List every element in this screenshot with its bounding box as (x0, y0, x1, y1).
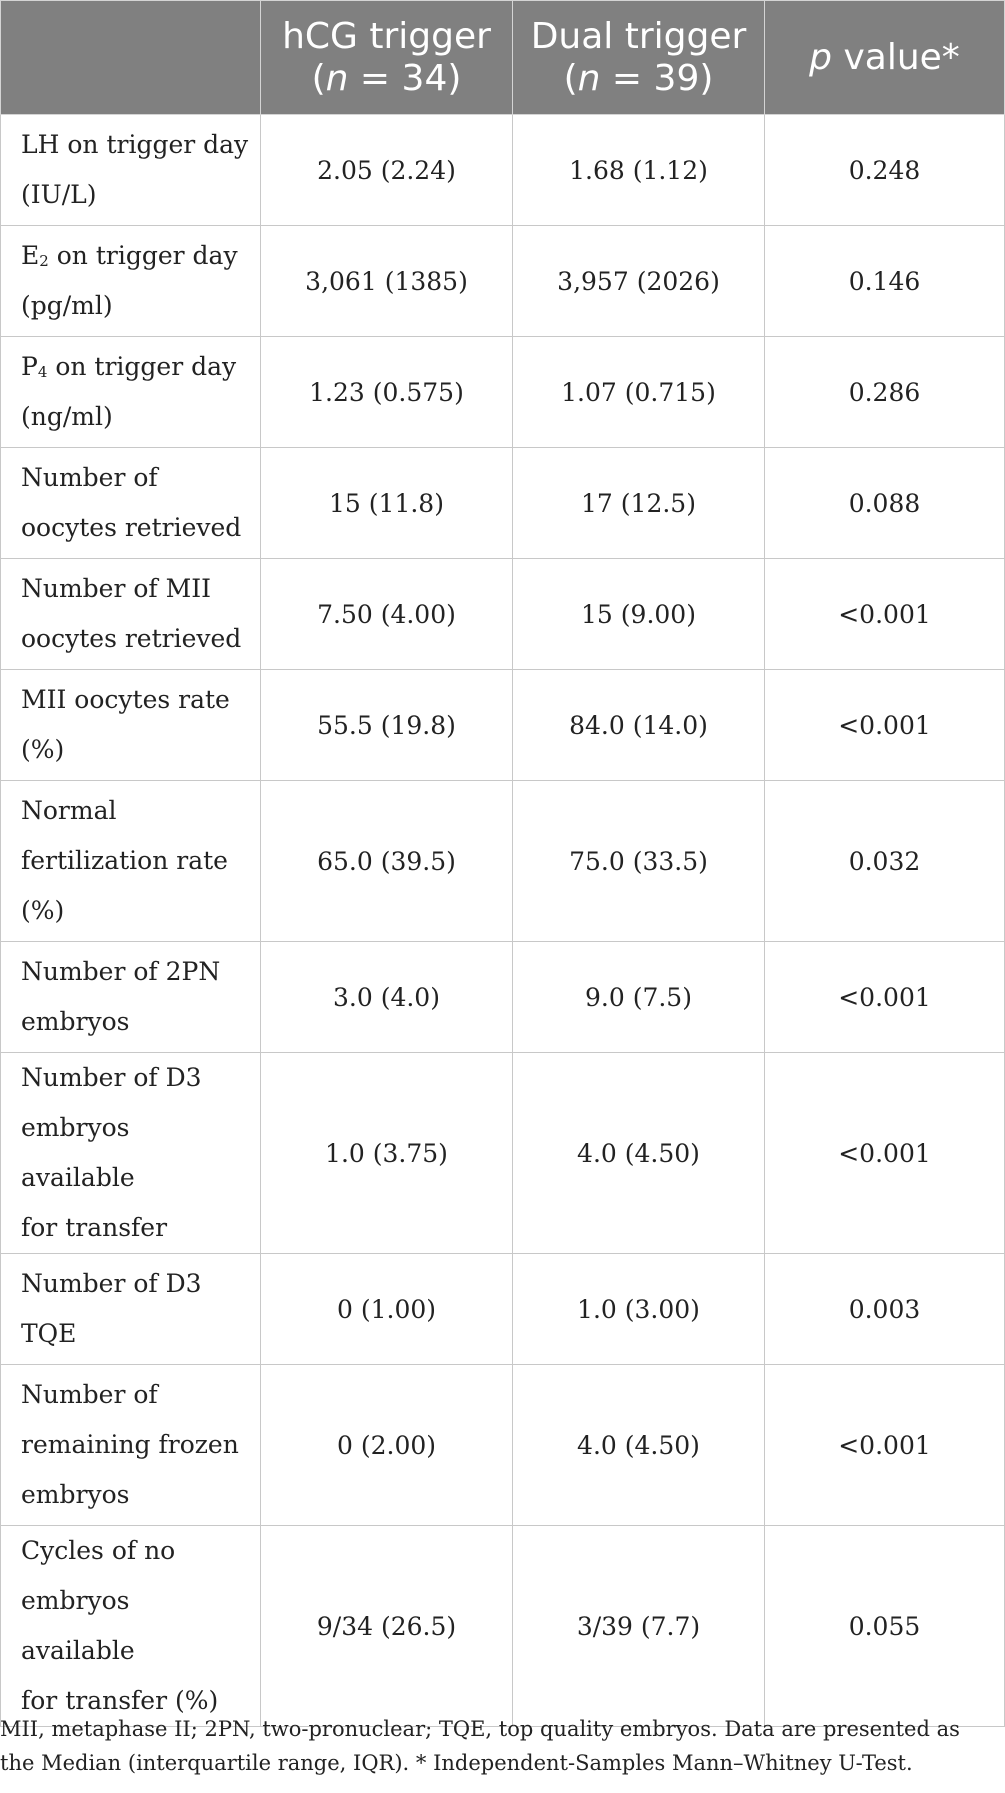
label-line: oocytes retrieved (21, 513, 242, 542)
p-value: 0.286 (765, 337, 1005, 448)
label-line: embryos available (21, 1113, 135, 1192)
dual-value: 75.0 (33.5) (513, 781, 765, 942)
label-line: fertilization rate (21, 846, 228, 875)
header-hcg-trigger (261, 1, 513, 115)
p-value: 0.088 (765, 448, 1005, 559)
header-dual-n-open: ( (563, 57, 578, 99)
table-row (1, 1365, 1005, 1526)
dual-value: 3/39 (7.7) (513, 1526, 765, 1727)
hcg-value: 65.0 (39.5) (261, 781, 513, 942)
label-line: Number of (21, 1380, 158, 1409)
table-row (1, 559, 1005, 670)
dual-value: 15 (9.00) (513, 559, 765, 670)
label-line: remaining frozen (21, 1430, 239, 1459)
label-line: Normal (21, 796, 117, 825)
label-line: embryos available (21, 1586, 135, 1665)
footnote-line: the Median (interquartile range, IQR). * Independent-Samples Mann–Whitney U-Test. (0, 1751, 913, 1775)
dual-value: 1.68 (1.12) (513, 115, 765, 226)
header-p-value (765, 1, 1005, 115)
hcg-value: 0 (2.00) (261, 1365, 513, 1526)
header-dual-n-rest: = 39) (600, 57, 714, 99)
label-subscript: 4 (37, 363, 48, 381)
dual-value: 4.0 (4.50) (513, 1053, 765, 1254)
p-value: <0.001 (765, 559, 1005, 670)
label-symbol: E (21, 241, 40, 270)
p-value: <0.001 (765, 1365, 1005, 1526)
header-row (1, 1, 1005, 115)
label-line: embryos (21, 1480, 130, 1509)
row-label (1, 226, 261, 337)
row-label (1, 337, 261, 448)
label-line: LH on trigger day (21, 130, 249, 159)
label-line: (%) (21, 896, 65, 925)
table-row (1, 448, 1005, 559)
table-footnote (0, 1712, 1000, 1780)
label-line: Cycles of no (21, 1536, 176, 1565)
header-dual-n-var: n (577, 57, 601, 99)
hcg-value: 3,061 (1385) (261, 226, 513, 337)
row-label (1, 942, 261, 1053)
p-value: 0.003 (765, 1254, 1005, 1365)
label-line: embryos (21, 1007, 130, 1036)
dual-value: 9.0 (7.5) (513, 942, 765, 1053)
row-label (1, 559, 261, 670)
row-label (1, 448, 261, 559)
hcg-value: 0 (1.00) (261, 1254, 513, 1365)
p-value: 0.055 (765, 1526, 1005, 1727)
table-row (1, 1254, 1005, 1365)
row-label (1, 781, 261, 942)
label-subscript: 2 (39, 252, 49, 270)
hcg-value: 55.5 (19.8) (261, 670, 513, 781)
row-label (1, 1526, 261, 1727)
row-label (1, 1365, 261, 1526)
dual-value: 84.0 (14.0) (513, 670, 765, 781)
label-line: for transfer (%) (21, 1686, 219, 1715)
table-row (1, 1053, 1005, 1254)
dual-value: 1.0 (3.00) (513, 1254, 765, 1365)
label-line: Number of 2PN (21, 957, 221, 986)
dual-value: 3,957 (2026) (513, 226, 765, 337)
header-hcg-n-open: ( (311, 57, 326, 99)
header-dual-trigger (513, 1, 765, 115)
row-label (1, 670, 261, 781)
dual-value: 4.0 (4.50) (513, 1365, 765, 1526)
footnote-line: MII, metaphase II; 2PN, two-pronuclear; TQE, top quality embryos. Data are presented as (0, 1717, 960, 1741)
p-value: 0.146 (765, 226, 1005, 337)
table-row (1, 781, 1005, 942)
p-value: <0.001 (765, 670, 1005, 781)
label-line: (%) (21, 735, 65, 764)
row-label (1, 1254, 261, 1365)
dual-value: 1.07 (0.715) (513, 337, 765, 448)
hcg-value: 7.50 (4.00) (261, 559, 513, 670)
p-value: 0.248 (765, 115, 1005, 226)
label-line: Number of D3 (21, 1269, 202, 1298)
label-line: for transfer (21, 1213, 168, 1242)
hcg-value: 2.05 (2.24) (261, 115, 513, 226)
label-line: Number of D3 (21, 1063, 202, 1092)
table-row (1, 115, 1005, 226)
header-p-rest: value* (832, 36, 960, 78)
label-line: (pg/ml) (21, 291, 113, 320)
hcg-value: 1.0 (3.75) (261, 1053, 513, 1254)
header-hcg-title: hCG trigger (282, 15, 491, 57)
table-row (1, 337, 1005, 448)
header-hcg-n-var: n (325, 57, 349, 99)
header-dual-title: Dual trigger (530, 15, 747, 57)
header-p-var: p (809, 36, 833, 78)
label-line: Number of (21, 463, 158, 492)
label-line: (IU/L) (21, 180, 97, 209)
p-value: <0.001 (765, 1053, 1005, 1254)
table-row (1, 1526, 1005, 1727)
table-row (1, 670, 1005, 781)
label-symbol: P (21, 352, 38, 381)
header-blank (1, 1, 261, 115)
row-label (1, 115, 261, 226)
table-row (1, 942, 1005, 1053)
label-line: oocytes retrieved (21, 624, 242, 653)
hcg-value: 9/34 (26.5) (261, 1526, 513, 1727)
header-hcg-n-rest: = 34) (348, 57, 462, 99)
label-line: (ng/ml) (21, 402, 113, 431)
hcg-value: 15 (11.8) (261, 448, 513, 559)
row-label (1, 1053, 261, 1254)
table-row (1, 226, 1005, 337)
hcg-value: 3.0 (4.0) (261, 942, 513, 1053)
p-value: 0.032 (765, 781, 1005, 942)
hcg-value: 1.23 (0.575) (261, 337, 513, 448)
label-line: TQE (21, 1319, 77, 1348)
dual-value: 17 (12.5) (513, 448, 765, 559)
label-line: Number of MII (21, 574, 211, 603)
p-value: <0.001 (765, 942, 1005, 1053)
label-line: MII oocytes rate (21, 685, 230, 714)
label-line: on trigger day (48, 241, 238, 270)
label-line: on trigger day (47, 352, 237, 381)
